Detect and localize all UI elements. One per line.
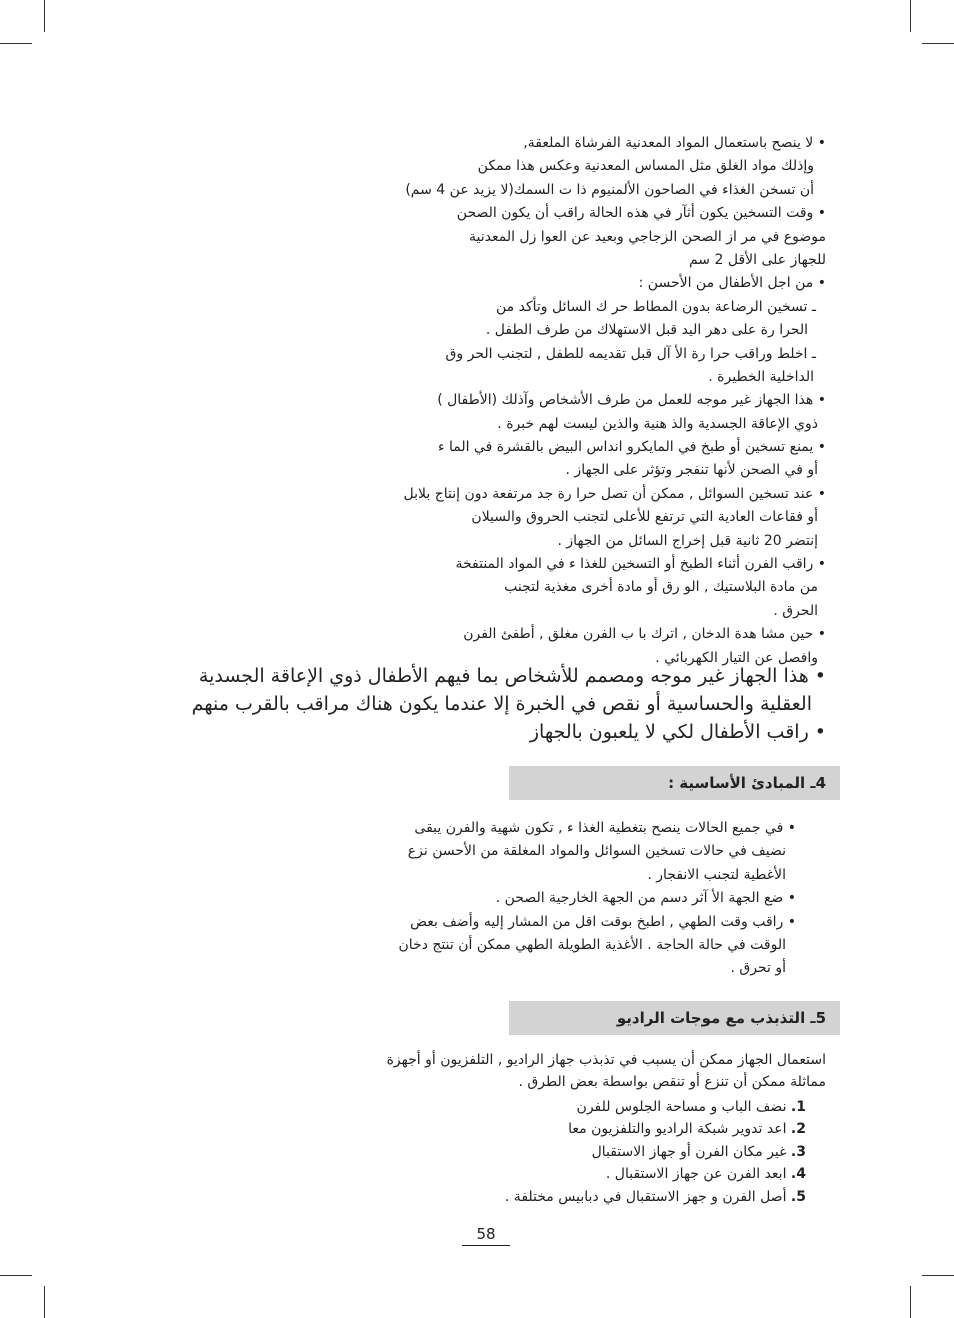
list-item <box>346 1096 806 1118</box>
text-line: ـ تسخين الرضاعة بدون المطاط حر ك السائل وتأكد من <box>495 298 816 315</box>
list-item <box>346 1141 806 1163</box>
text-line: الوقت في حالة الحاجة . الأغذية الطويلة الطهي ممكن أن تنتج دخان <box>398 936 786 953</box>
crop-mark <box>910 0 911 32</box>
crop-mark <box>922 1275 954 1276</box>
list-number: 5. <box>790 1188 806 1205</box>
section-5-list <box>346 1096 806 1208</box>
crop-mark <box>44 1286 45 1318</box>
text-line: ـ اخلط وراقب حرا رة الأ آل قبل تقديمه للطفل , لتجنب الحر وق <box>445 345 816 362</box>
text-line: • لا ينصح باستعمال المواد المعدنية الفرشاة الملعقة, <box>523 135 826 151</box>
text-line: استعمال الجهاز ممكن أن يسبب في تذبذب جهاز الراديو , التلفزيون أو أجهزة <box>386 1052 826 1068</box>
safety-bullets <box>266 132 826 670</box>
text-line: العقلية والحساسية أو نقص في الخبرة إلا عندما يكون هناك مراقب بالقرب منهم <box>191 693 812 715</box>
section-4-body <box>336 817 796 981</box>
section-4-title: 4ـ المبادئ الأساسية : <box>668 774 826 792</box>
text-line: الحرق . <box>773 602 818 619</box>
text-line: إنتضر 20 ثانية قبل إخراج السائل من الجهاز . <box>557 532 818 549</box>
text-line: وافصل عن التيار الكهربائي . <box>655 649 818 666</box>
list-number: 3. <box>790 1143 806 1160</box>
list-text: غير مكان الفرن أو جهاز الاستقبال <box>591 1143 787 1160</box>
text-line: أن تسخن الغذاء في الصاحون الألمنيوم ذا ت السمك(لا يزيد عن 4 سم) <box>405 181 814 198</box>
text-line: أو تحرق . <box>730 960 786 977</box>
crop-mark <box>922 43 954 44</box>
crop-mark <box>44 0 45 32</box>
text-line: • يمنع تسخين أو طبخ في المايكرو انداس البيض بالقشرة في الما ء <box>437 439 826 456</box>
list-number: 4. <box>790 1166 806 1183</box>
text-line: • في جميع الحالات ينصح بتغطية الغذا ء , تكون شهية والفرن يبقى <box>414 820 796 836</box>
text-line: أو في الصحن لأنها تنفجر وتؤثر على الجهاز . <box>565 462 818 479</box>
text-line: • وقت التسخين يكون أثآر في هذه الحالة راقب أن يكون الصحن <box>456 205 826 222</box>
text-line: ذوي الإعاقة الجسدية والذ هنية والذين ليست لهم خبرة . <box>497 415 818 432</box>
text-line: • ضع الجهة الأ آثر دسم من الجهة الخارجية الصحن . <box>495 890 796 907</box>
list-text: نضف الباب و مساحة الجلوس للفرن <box>576 1099 787 1115</box>
list-item <box>346 1186 806 1208</box>
text-line: مماثلة ممكن أن تنزع أو تنقص بواسطة بعض الطرق . <box>518 1074 826 1091</box>
section-5-intro <box>306 1049 826 1094</box>
list-item <box>346 1118 806 1140</box>
list-item <box>346 1163 806 1185</box>
text-line: الداخلية الخطيرة . <box>708 368 814 385</box>
list-number: 1. <box>790 1099 806 1115</box>
crop-mark <box>0 1275 32 1276</box>
crop-mark <box>910 1286 911 1318</box>
page-number: 58 <box>462 1225 510 1246</box>
children-warning <box>191 662 826 746</box>
text-line: موضوع في مر از الصحن الزجاجي وبعيد عن العوا زل المعدنية <box>469 228 826 245</box>
crop-mark <box>0 43 32 44</box>
section-4-header <box>509 766 840 800</box>
list-text: ابعد الفرن عن جهاز الاستقبال . <box>605 1166 787 1183</box>
text-line: وإذلك مواد الغلق مثل المساس المعدنية وعكس هذا ممكن <box>477 158 814 175</box>
text-line: للجهاز على الأقل 2 سم <box>688 251 826 268</box>
text-line: من مادة البلاستيك , الو رق أو مادة أخرى مغذية لتجنب <box>504 579 818 596</box>
text-line: الأغطية لتجنب الانفجار . <box>647 866 786 883</box>
text-line: • هذا الجهاز غير موجه للعمل من طرف الأشخاص وآذلك (الأطفال ) <box>437 392 826 409</box>
section-5-header <box>509 1001 840 1035</box>
text-line: • من اجل الأطفال من الأحسن : <box>638 275 826 292</box>
text-line: • راقب الأطفال لكي لا يلعبون بالجهاز <box>529 721 826 743</box>
text-line: • راقب وقت الطهي , اطبخ بوقت اقل من المشار إليه وأضف بعض <box>410 913 796 930</box>
list-text: أصل الفرن و جهز الاستقبال في دبابيس مختلفة . <box>504 1188 787 1205</box>
text-line: الحرا رة على دهر اليد قبل الاستهلاك من طرف الطفل . <box>485 322 808 339</box>
list-text: اعد تدوير شبكة الراديو والتلفزيون معا <box>568 1121 787 1138</box>
text-line: • حين مشا هدة الدخان , اترك با ب الفرن مغلق , أطفئ الفرن <box>463 626 826 643</box>
text-line: • عند تسخين السوائل , ممكن أن تصل حرا رة جد مرتفعة دون إنتاج بلابل <box>403 485 826 502</box>
section-5-title: 5ـ التذبذب مع موجات الراديو <box>616 1009 826 1027</box>
text-line: أو فقاعات العادية التي ترتفع للأعلى لتجنب الحروق والسيلان <box>471 509 818 526</box>
text-line: نضيف في حالات تسخين السوائل والمواد المغلقة من الأحسن نزع <box>407 843 786 860</box>
list-number: 2. <box>790 1121 806 1138</box>
text-line: • راقب الفرن أثناء الطبخ أو التسخين للغذا ء في المواد المنتفخة <box>455 556 826 573</box>
text-line: • هذا الجهاز غير موجه ومصمم للأشخاص بما فيهم الأطفال ذوي الإعاقة الجسدية <box>198 665 826 687</box>
